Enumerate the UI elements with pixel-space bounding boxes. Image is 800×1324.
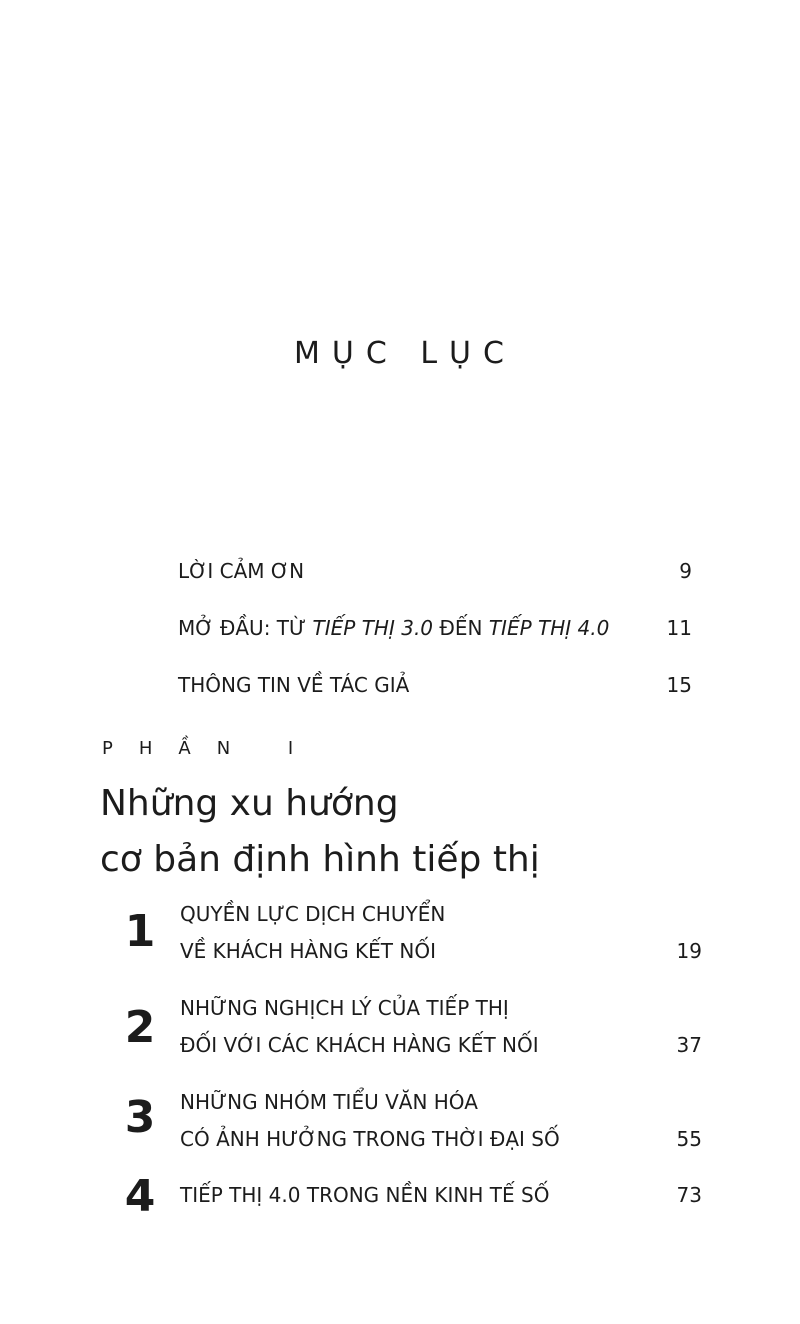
chapter-title-line: NHỮNG NGHỊCH LÝ CỦA TIẾP THỊ xyxy=(180,996,509,1020)
toc-entry-page: 9 xyxy=(679,559,692,583)
chapter-title-line: ĐỐI VỚI CÁC KHÁCH HÀNG KẾT NỐI xyxy=(180,1033,539,1057)
chapter-entry xyxy=(120,896,702,970)
chapter-number: 4 xyxy=(124,1171,156,1222)
part-title-line: Những xu hướng xyxy=(100,783,399,824)
chapter-title-line: QUYỀN LỰC DỊCH CHUYỂN xyxy=(180,902,446,926)
part-title-line: cơ bản định hình tiếp thị xyxy=(100,839,540,880)
toc-entry-label: THÔNG TIN VỀ TÁC GIẢ xyxy=(178,673,410,697)
part-label: PHẦN I xyxy=(102,738,320,759)
intro-italic-title-1: TIẾP THỊ 3.0 xyxy=(312,616,434,640)
chapter-number: 1 xyxy=(124,906,156,957)
chapter-title xyxy=(180,1084,560,1158)
chapter-title xyxy=(180,1177,549,1214)
intro-middle: ĐẾN xyxy=(433,616,489,640)
part-title xyxy=(100,776,540,888)
toc-entry-acknowledgements xyxy=(178,559,692,589)
chapter-title xyxy=(180,990,539,1064)
toc-entry-page: 11 xyxy=(666,616,692,640)
chapter-entry xyxy=(120,1171,702,1222)
chapter-title-line: CÓ ẢNH HƯỞNG TRONG THỜI ĐẠI SỐ xyxy=(180,1127,560,1151)
intro-italic-title-2: TIẾP THỊ 4.0 xyxy=(488,616,610,640)
chapter-entry xyxy=(120,990,702,1064)
chapter-page: 73 xyxy=(676,1183,702,1207)
chapter-page: 55 xyxy=(676,1127,702,1151)
chapter-page: 19 xyxy=(676,939,702,963)
chapter-title-line: VỀ KHÁCH HÀNG KẾT NỐI xyxy=(180,939,436,963)
chapter-entry xyxy=(120,1084,702,1158)
chapter-page: 37 xyxy=(676,1033,702,1057)
chapter-number: 2 xyxy=(124,1002,156,1053)
toc-entry-about-authors xyxy=(178,673,692,703)
chapter-number: 3 xyxy=(124,1092,156,1143)
toc-entry-introduction xyxy=(178,616,692,646)
toc-entry-label xyxy=(178,616,609,640)
toc-entry-page: 15 xyxy=(666,673,692,697)
chapter-title-line: NHỮNG NHÓM TIỂU VĂN HÓA xyxy=(180,1090,478,1114)
toc-entry-label: LỜI CẢM ƠN xyxy=(178,559,305,583)
intro-prefix: MỞ ĐẦU: TỪ xyxy=(178,616,313,640)
chapter-title-line: TIẾP THỊ 4.0 TRONG NỀN KINH TẾ SỐ xyxy=(180,1183,550,1207)
page-title: MỤC LỤC xyxy=(294,336,516,371)
chapter-title xyxy=(180,896,445,970)
